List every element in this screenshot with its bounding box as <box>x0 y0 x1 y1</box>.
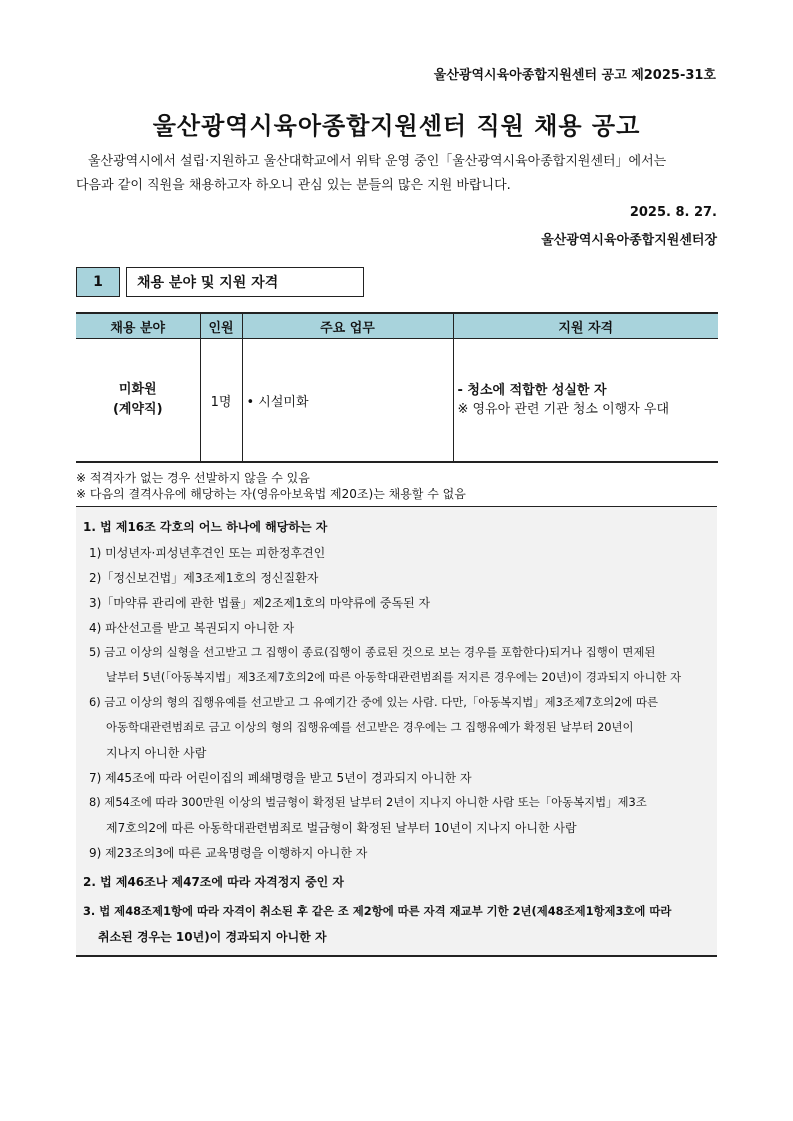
qualification-main: - 청소에 적합한 성실한 자 <box>457 383 607 398</box>
disq-item: 7) 제45조에 따라 어린이집의 폐쇄명령을 받고 5년이 경과되지 아니한 자 <box>89 771 472 785</box>
disq-heading-2: 2. 법 제46조나 제47조에 따라 자격정지 중인 자 <box>83 875 345 889</box>
disq-item-cont: 날부터 5년(「아동복지법」제3조제7호의2에 따른 아동학대관련범죄를 저지른 경우에는 20년)이 경과되지 아니한 자 <box>106 670 682 684</box>
header-field: 채용 분야 <box>76 313 200 339</box>
qualification-preferred: ※ 영유아 관련 기관 청소 이행자 우대 <box>457 402 669 417</box>
disq-heading-3-cont: 취소된 경우는 10년)이 경과되지 아니한 자 <box>98 930 327 944</box>
notice-date: 2025. 8. 27. <box>629 205 717 220</box>
section-1-header <box>76 267 364 297</box>
notes <box>76 470 466 502</box>
page-title: 울산광역시육아종합지원센터 직원 채용 공고 <box>152 112 641 140</box>
note-item: ※ 적격자가 없는 경우 선발하지 않을 수 있음 <box>76 471 310 485</box>
cell-duty: • 시설미화 <box>242 339 453 463</box>
table-header-row <box>76 313 718 339</box>
disq-item: 9) 제23조의3에 따른 교육명령을 이행하지 아니한 자 <box>89 846 368 860</box>
disq-item: 4) 파산선고를 받고 복권되지 아니한 자 <box>89 621 295 635</box>
header-duty: 주요 업무 <box>242 313 453 339</box>
cell-field <box>76 339 200 463</box>
header-count: 인원 <box>200 313 242 339</box>
disq-item-cont: 지나지 아니한 사람 <box>106 746 207 760</box>
cell-count: 1명 <box>200 339 242 463</box>
field-type: (계약직) <box>112 402 163 417</box>
disq-item: 8) 제54조에 따라 300만원 이상의 벌금형이 확정된 날부터 2년이 지나지 아니한 사람 또는「아동복지법」제3조 <box>89 795 647 809</box>
intro-line-2: 다음과 같이 직원을 채용하고자 하오니 관심 있는 분들의 많은 지원 바랍니다. <box>76 178 511 193</box>
disq-item-cont: 제7호의2에 따른 아동학대관련범죄로 벌금형이 확정된 날부터 10년이 지나지 아니한 사람 <box>106 821 577 835</box>
disq-item-cont: 아동학대관련범죄로 금고 이상의 형의 집행유예를 선고받은 경우에는 그 집행유예가 확정된 날부터 20년이 <box>106 720 634 734</box>
header-qualification: 지원 자격 <box>453 313 718 339</box>
table-row <box>76 339 718 463</box>
cell-qualification <box>453 339 718 463</box>
signer: 울산광역시육아종합지원센터장 <box>541 233 717 248</box>
disq-heading-1: 1. 법 제16조 각호의 어느 하나에 해당하는 자 <box>83 520 328 534</box>
section-title: 채용 분야 및 지원 자격 <box>126 267 364 297</box>
section-number: 1 <box>76 267 120 297</box>
note-item: ※ 다음의 결격사유에 해당하는 자(영유아보육법 제20조)는 채용할 수 없음 <box>76 487 466 501</box>
field-name: 미화원 <box>118 382 157 397</box>
recruitment-table <box>76 312 718 463</box>
disq-heading-3: 3. 법 제48조제1항에 따라 자격이 취소된 후 같은 조 제2항에 따른 자격 재교부 기한 2년(제48조제1항제3호에 따라 <box>83 904 672 918</box>
disq-item: 1) 미성년자·피성년후견인 또는 피한정후견인 <box>89 546 326 560</box>
disq-item: 2)「정신보건법」제3조제1호의 정신질환자 <box>89 571 319 585</box>
disq-item: 6) 금고 이상의 형의 집행유예를 선고받고 그 유예기간 중에 있는 사람. 다만,「아동복지법」제3조제7호의2에 따른 <box>89 695 659 709</box>
disq-item: 5) 금고 이상의 실형을 선고받고 그 집행이 종료(집행이 종료된 것으로 보는 경우를 포함한다)되거나 집행이 면제된 <box>89 645 656 659</box>
intro-line-1: 울산광역시에서 설립·지원하고 울산대학교에서 위탁 운영 중인「울산광역시육아종합지원센터」에서는 <box>88 154 667 169</box>
disq-item: 3)「마약류 관리에 관한 법률」제2조제1호의 마약류에 중독된 자 <box>89 596 431 610</box>
notice-number: 울산광역시육아종합지원센터 공고 제2025-31호 <box>433 68 716 83</box>
disqualification-box <box>76 506 717 957</box>
intro-paragraph <box>76 150 718 198</box>
